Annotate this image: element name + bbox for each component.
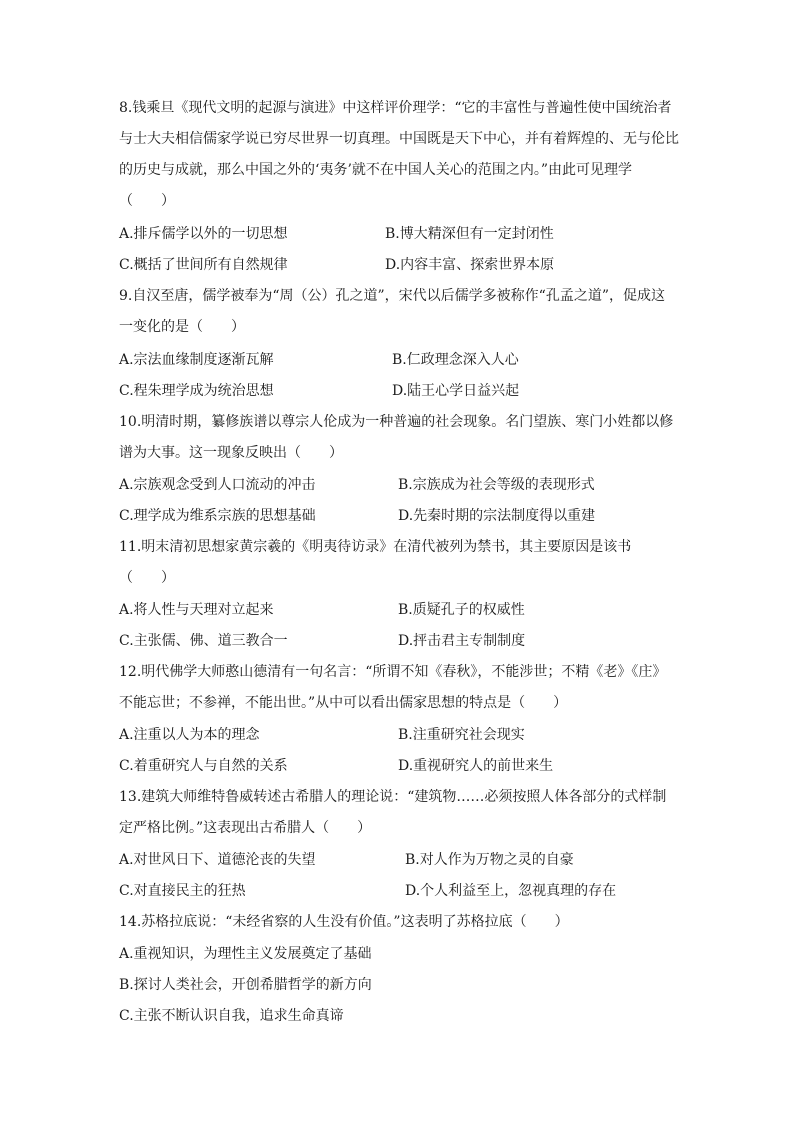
question-9-option-b[interactable]: B.仁政理念深入人心 [392,352,519,368]
question-13-option-b[interactable]: B.对人作为万物之灵的自豪 [405,852,574,868]
question-12-option-d[interactable]: D.重视研究人的前世来生 [398,758,554,774]
question-10-stem-line-2: 谱为大事。这一现象反映出（ ） [119,445,343,461]
question-13-option-c[interactable]: C.对直接民主的狂热 [119,883,246,899]
question-9-option-a[interactable]: A.宗法血缘制度逐渐瓦解 [119,352,274,368]
question-10-option-d[interactable]: D.先秦时期的宗法制度得以重建 [398,508,596,524]
question-12-stem-line-1: 12.明代佛学大师憨山德清有一句名言：“所谓不知《春秋》，不能涉世；不精《老》《庄》 [119,664,667,680]
question-8-option-d[interactable]: D.内容丰富、探索世界本原 [385,257,555,273]
question-8-stem-line-2: 与士大夫相信儒家学说已穷尽世界一切真理。中国既是天下中心，并有着辉煌的、无与伦比 [119,131,679,147]
question-9-stem-line-1: 9.自汉至唐，儒学被奉为“周（公）孔之道”，宋代以后儒学多被称作“孔孟之道”，促成这 [119,288,665,304]
question-12-option-a[interactable]: A.注重以人为本的理念 [119,727,260,743]
question-11-option-a[interactable]: A.将人性与天理对立起来 [119,602,274,618]
question-14-option-b[interactable]: B.探讨人类社会，开创希腊哲学的新方向 [119,977,372,993]
question-8-option-b[interactable]: B.博大精深但有一定封闭性 [385,226,554,242]
question-10-option-a[interactable]: A.宗族观念受到人口流动的冲击 [119,477,316,493]
question-12-option-c[interactable]: C.着重研究人与自然的关系 [119,758,288,774]
question-9-option-c[interactable]: C.程朱理学成为统治思想 [119,383,274,399]
question-11-option-b[interactable]: B.质疑孔子的权威性 [398,602,525,618]
question-8-stem-line-3: 的历史与成就，那么中国之外的‘夷务’就不在中国人关心的范围之内。”由此可见理学 [119,162,633,178]
question-9-option-d[interactable]: D.陆王心学日益兴起 [392,383,520,399]
question-8-stem-line-4: （ ） [119,193,175,209]
question-14-option-a[interactable]: A.重视知识，为理性主义发展奠定了基础 [119,946,372,962]
question-10-option-b[interactable]: B.宗族成为社会等级的表现形式 [398,477,595,493]
question-9-stem-line-2: 一变化的是（ ） [119,319,245,335]
question-8-option-c[interactable]: C.概括了世间所有自然规律 [119,257,288,273]
question-14-option-c[interactable]: C.主张不断认识自我，追求生命真谛 [119,1008,344,1024]
question-12-stem-line-2: 不能忘世；不参禅，不能出世。”从中可以看出儒家思想的特点是（ ） [119,695,568,711]
question-10-stem-line-1: 10.明清时期，纂修族谱以尊宗人伦成为一种普遍的社会现象。名门望族、寒门小姓都以修 [119,414,674,430]
question-14-stem-line-1: 14.苏格拉底说：“未经省察的人生没有价值。”这表明了苏格拉底（ ） [119,914,569,930]
question-11-option-d[interactable]: D.抨击君主专制制度 [398,633,526,649]
question-12-option-b[interactable]: B.注重研究社会现实 [398,727,525,743]
question-11-option-c[interactable]: C.主张儒、佛、道三教合一 [119,633,288,649]
question-8-option-a[interactable]: A.排斥儒学以外的一切思想 [119,226,288,242]
question-8-stem-line-1: 8.钱乘旦《现代文明的起源与演进》中这样评价理学：“它的丰富性与普遍性使中国统治者 [119,100,672,116]
question-11-stem-line-1: 11.明末清初思想家黄宗羲的《明夷待访录》在清代被列为禁书，其主要原因是该书 [119,539,632,555]
question-13-option-a[interactable]: A.对世风日下、道德沦丧的失望 [119,852,316,868]
question-13-stem-line-1: 13.建筑大师维特鲁威转述古希腊人的理论说：“建筑物……必须按照人体各部分的式样制 [119,789,667,805]
question-11-stem-line-2: （ ） [119,570,175,586]
question-10-option-c[interactable]: C.理学成为维系宗族的思想基础 [119,508,316,524]
question-13-stem-line-2: 定严格比例。”这表现出古希腊人（ ） [119,820,372,836]
question-13-option-d[interactable]: D.个人利益至上，忽视真理的存在 [405,883,617,899]
